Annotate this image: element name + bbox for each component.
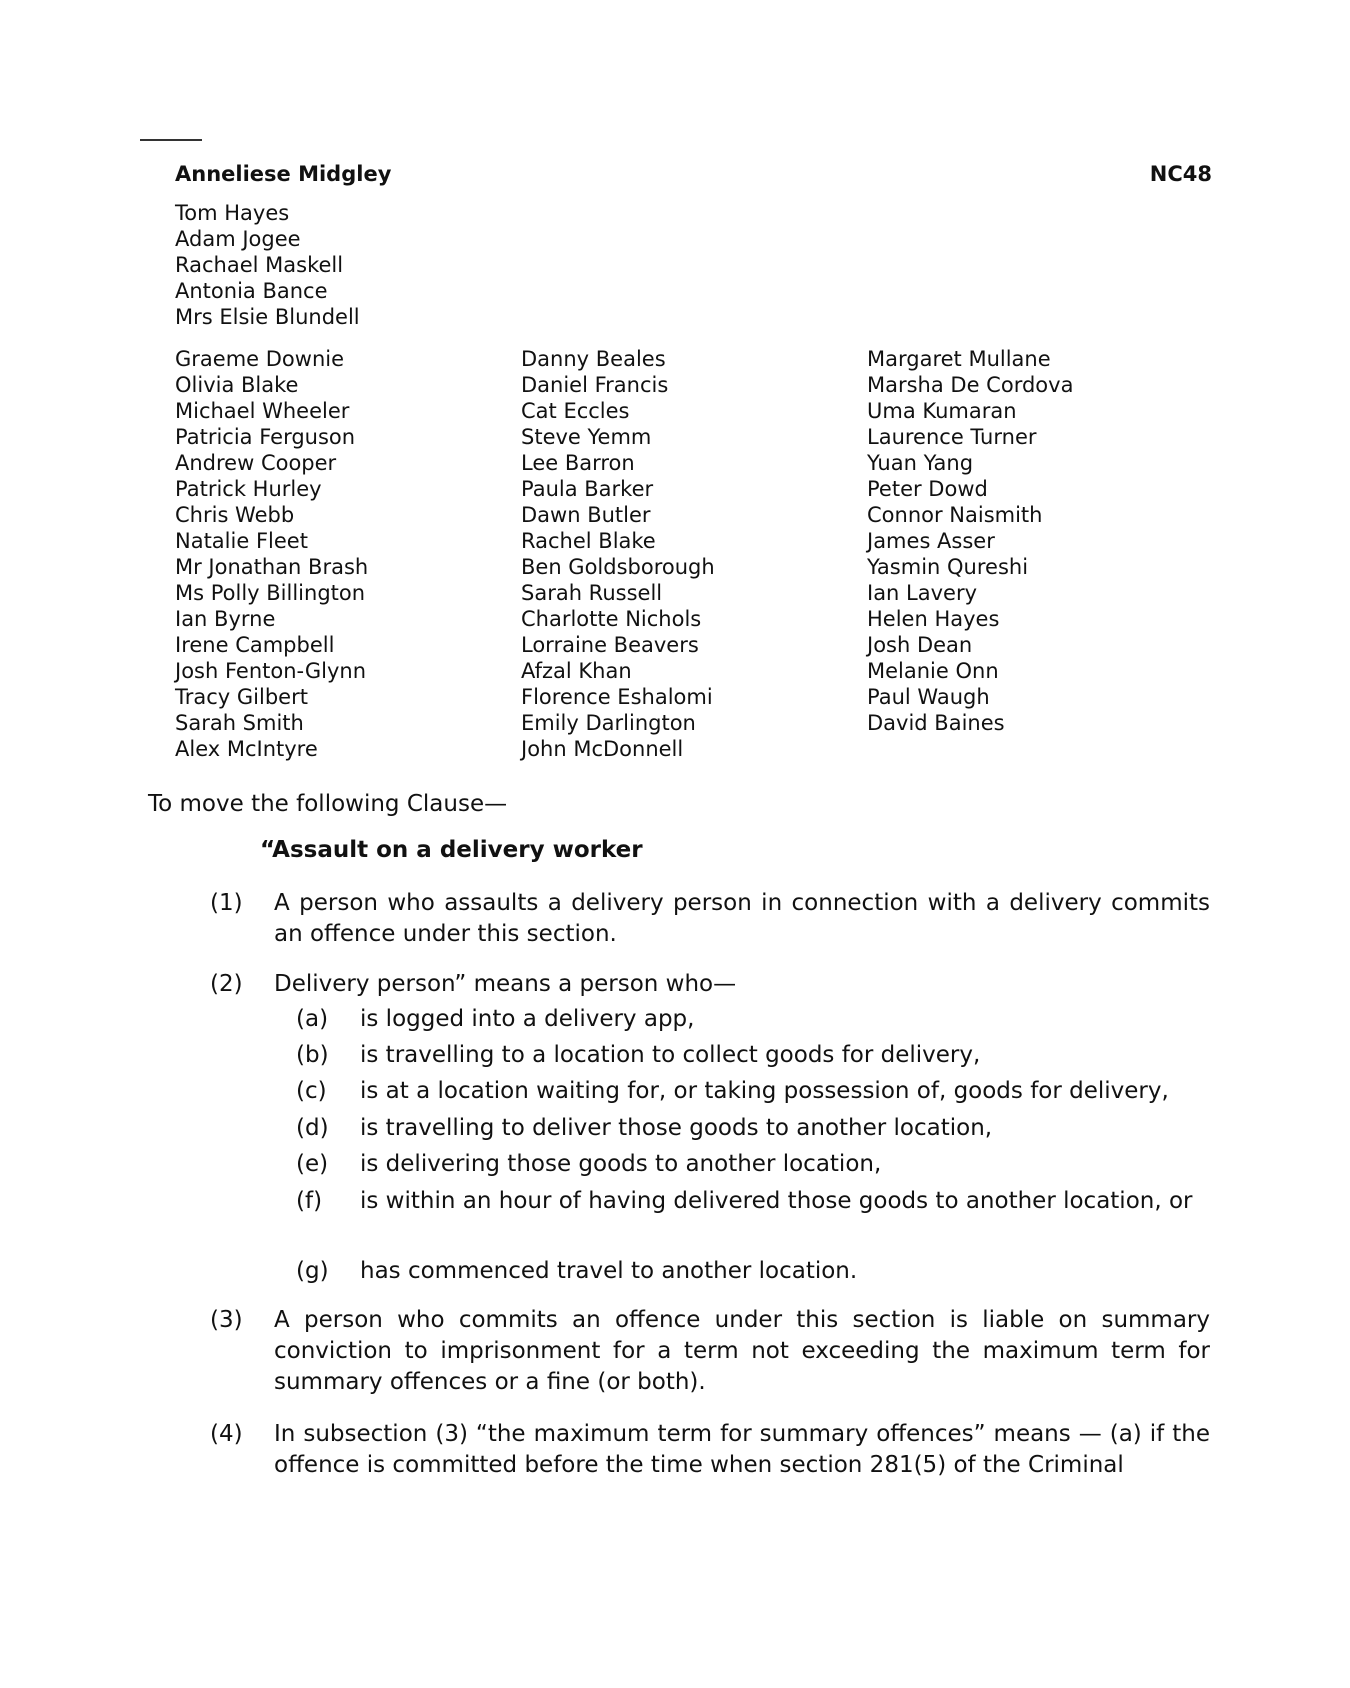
sponsor-name: Graeme Downie bbox=[175, 347, 345, 371]
sponsor-name: Patricia Ferguson bbox=[175, 425, 356, 449]
sponsor-name: Tom Hayes bbox=[175, 201, 290, 225]
sponsor-name: Steve Yemm bbox=[521, 425, 652, 449]
sponsor-name: Ian Byrne bbox=[175, 607, 276, 631]
paragraph-text: is travelling to a location to collect goods for delivery, bbox=[360, 1042, 981, 1068]
amendment-id: NC48 bbox=[1149, 162, 1212, 186]
sponsor-name: Charlotte Nichols bbox=[521, 607, 702, 631]
sponsor-name: Irene Campbell bbox=[175, 633, 335, 657]
paragraph-text: is delivering those goods to another location, bbox=[360, 1151, 882, 1177]
sponsor-name: John McDonnell bbox=[521, 737, 684, 761]
sponsor-name: Connor Naismith bbox=[867, 503, 1043, 527]
sponsor-name: Josh Dean bbox=[867, 633, 973, 657]
lead-sponsor: Anneliese Midgley bbox=[175, 162, 392, 186]
sponsor-name: Afzal Khan bbox=[521, 659, 632, 683]
sponsor-name: Ian Lavery bbox=[867, 581, 978, 605]
sponsor-name: Chris Webb bbox=[175, 503, 295, 527]
sponsor-name: Patrick Hurley bbox=[175, 477, 322, 501]
subsection-text: A person who commits an offence under this section is liable on summary conviction to imprisonment for a term not exceeding the maximum term for summary offences or a fine (or both). bbox=[274, 1307, 1210, 1395]
sponsor-name: Mr Jonathan Brash bbox=[175, 555, 369, 579]
sponsor-name: Josh Fenton-Glynn bbox=[175, 659, 367, 683]
sponsor-name: Lorraine Beavers bbox=[521, 633, 699, 657]
paragraph-letter: (f) bbox=[296, 1188, 323, 1214]
sponsor-column-2 bbox=[521, 346, 715, 762]
sponsor-name: Peter Dowd bbox=[867, 477, 988, 501]
sponsor-name: Dawn Butler bbox=[521, 503, 651, 527]
paragraph-d bbox=[296, 1113, 1210, 1144]
sponsor-name: Natalie Fleet bbox=[175, 529, 308, 553]
paragraph-letter: (a) bbox=[296, 1006, 329, 1032]
subsection-text: A person who assaults a delivery person in connection with a delivery commits an offence under this section. bbox=[274, 890, 1210, 947]
sponsor-name: Yuan Yang bbox=[867, 451, 974, 475]
paragraph-f bbox=[296, 1186, 1210, 1217]
header-rule bbox=[140, 139, 202, 141]
sponsor-name: Mrs Elsie Blundell bbox=[175, 305, 360, 329]
sponsor-name: Paul Waugh bbox=[867, 685, 990, 709]
sponsor-name: Danny Beales bbox=[521, 347, 666, 371]
paragraph-text: has commenced travel to another location. bbox=[360, 1258, 858, 1284]
subsection-number: (3) bbox=[210, 1307, 243, 1333]
paragraph-text: is travelling to deliver those goods to another location, bbox=[360, 1115, 993, 1141]
subsection-4 bbox=[210, 1419, 1210, 1481]
subsection-2 bbox=[210, 969, 1210, 1000]
sponsor-name: Melanie Onn bbox=[867, 659, 999, 683]
subsection-number: (1) bbox=[210, 890, 243, 916]
clause-title: “Assault on a delivery worker bbox=[260, 837, 643, 863]
paragraph-text: is within an hour of having delivered those goods to another location, or bbox=[360, 1188, 1193, 1214]
paragraph-g bbox=[296, 1256, 1210, 1287]
paragraph-letter: (d) bbox=[296, 1115, 329, 1141]
paragraph-text: is at a location waiting for, or taking possession of, goods for delivery, bbox=[360, 1078, 1169, 1104]
sponsor-name: Sarah Smith bbox=[175, 711, 304, 735]
sponsor-name: Florence Eshalomi bbox=[521, 685, 713, 709]
move-instruction: To move the following Clause— bbox=[148, 791, 508, 817]
sponsor-name: Ben Goldsborough bbox=[521, 555, 715, 579]
sponsor-name: Rachael Maskell bbox=[175, 253, 344, 277]
subsection-text: In subsection (3) “the maximum term for summary offences” means — (a) if the offence is committed before the time when section 281(5) of the Criminal bbox=[274, 1421, 1210, 1478]
paragraph-text: is logged into a delivery app, bbox=[360, 1006, 695, 1032]
sponsor-name: Marsha De Cordova bbox=[867, 373, 1074, 397]
paragraph-letter: (b) bbox=[296, 1042, 329, 1068]
paragraph-b bbox=[296, 1040, 1210, 1071]
sponsor-name: Yasmin Qureshi bbox=[867, 555, 1029, 579]
sponsor-name: Margaret Mullane bbox=[867, 347, 1051, 371]
subsection-number: (2) bbox=[210, 971, 243, 997]
subsection-3 bbox=[210, 1305, 1210, 1398]
sponsor-name: David Baines bbox=[867, 711, 1005, 735]
sponsor-name: Adam Jogee bbox=[175, 227, 301, 251]
sponsor-name: Olivia Blake bbox=[175, 373, 299, 397]
sponsor-name: Alex McIntyre bbox=[175, 737, 318, 761]
sponsor-name: Emily Darlington bbox=[521, 711, 696, 735]
sponsor-name: Laurence Turner bbox=[867, 425, 1037, 449]
paragraph-letter: (c) bbox=[296, 1078, 327, 1104]
paragraph-letter: (e) bbox=[296, 1151, 329, 1177]
paragraph-e bbox=[296, 1149, 1210, 1180]
sponsor-name: Ms Polly Billington bbox=[175, 581, 366, 605]
sponsor-name: Cat Eccles bbox=[521, 399, 630, 423]
sponsor-name: Michael Wheeler bbox=[175, 399, 350, 423]
sponsor-name: Daniel Francis bbox=[521, 373, 669, 397]
sponsor-name: Antonia Bance bbox=[175, 279, 328, 303]
sponsor-name: Andrew Cooper bbox=[175, 451, 337, 475]
sponsor-name: Tracy Gilbert bbox=[175, 685, 308, 709]
paragraph-letter: (g) bbox=[296, 1258, 329, 1284]
subsection-1 bbox=[210, 888, 1210, 950]
sponsor-name: Helen Hayes bbox=[867, 607, 1000, 631]
subsection-number: (4) bbox=[210, 1421, 243, 1447]
paragraph-c bbox=[296, 1076, 1210, 1107]
sponsor-name: Sarah Russell bbox=[521, 581, 663, 605]
sponsor-name: Uma Kumaran bbox=[867, 399, 1017, 423]
subsection-text: Delivery person” means a person who— bbox=[274, 971, 737, 997]
sponsor-name: Lee Barron bbox=[521, 451, 635, 475]
sponsor-list-top bbox=[175, 200, 360, 330]
sponsor-name: Paula Barker bbox=[521, 477, 654, 501]
paragraph-a bbox=[296, 1004, 1210, 1035]
sponsor-name: James Asser bbox=[867, 529, 995, 553]
sponsor-column-3 bbox=[867, 346, 1073, 736]
sponsor-name: Rachel Blake bbox=[521, 529, 656, 553]
sponsor-column-1 bbox=[175, 346, 368, 762]
